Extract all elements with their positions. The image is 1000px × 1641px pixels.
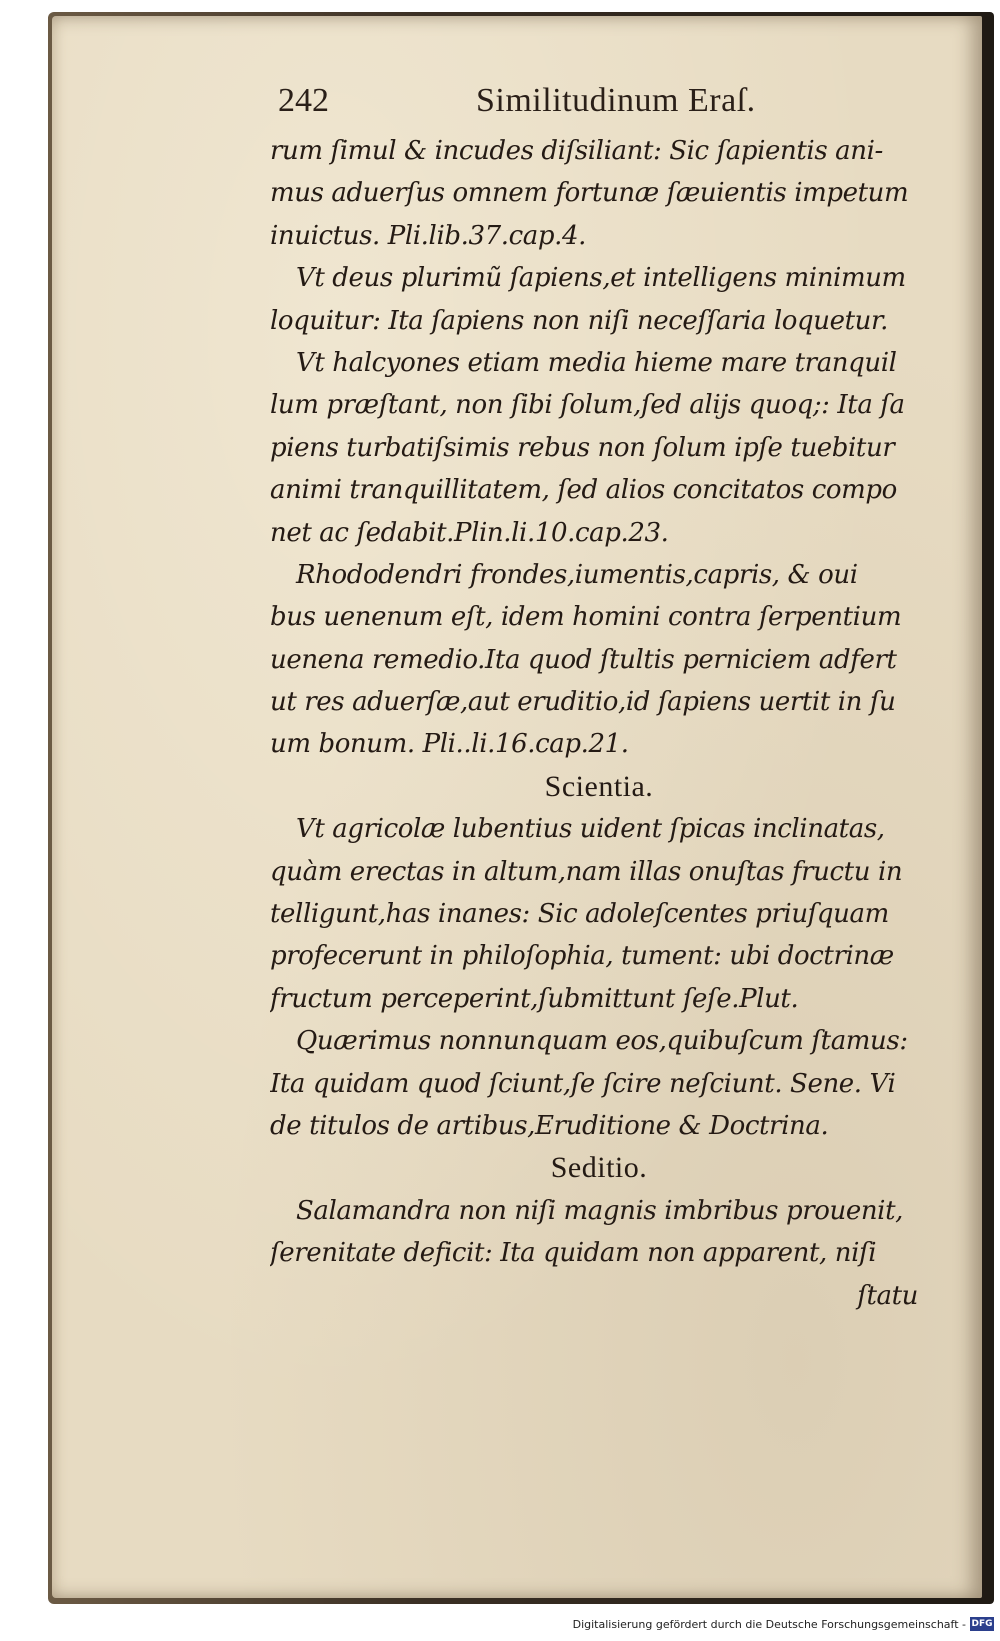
digitization-credit: Digitalisierung gefördert durch die Deutsche Forschungsgemeinschaft - xyxy=(572,1618,966,1631)
text-line: Quærimus nonnunquam eos,quibuſcum ſtamus: xyxy=(296,1026,908,1057)
text-line: bus uenenum eſt, idem homini contra ſerpentium xyxy=(270,602,902,633)
text-line: fructum perceperint,ſubmittunt ſeſe.Plut. xyxy=(270,983,799,1014)
text-line: rum ſimul & incudes diſsiliant: Sic ſapientis ani- xyxy=(270,136,883,166)
text-line: loquitur: Ita ſapiens non niſi neceſſaria loquetur. xyxy=(270,305,889,336)
text-line: piens turbatiſsimis rebus non ſolum ipſe tuebitur xyxy=(270,432,895,463)
text-line: net ac ſedabit.Plin.li.10.cap.23. xyxy=(270,517,669,548)
text-line: Rhododendri frondes,iumentis,capris, & oui xyxy=(296,559,858,590)
running-head: Similitudinum Eraſ. xyxy=(476,82,756,119)
section-heading: Scientia. xyxy=(544,769,654,803)
text-line: um bonum. Pli..li.16.cap.21. xyxy=(270,729,629,760)
page-header xyxy=(278,82,918,126)
text-line: uenena remedio.Ita quod ſtultis perniciem adfert xyxy=(270,644,897,675)
dfg-logo-icon: DFG xyxy=(971,1619,993,1629)
text-line: Vt deus plurimũ ſapiens,et intelligens minimum xyxy=(296,263,906,294)
section-heading: Seditio. xyxy=(550,1151,648,1185)
text-line: profecerunt in philoſophia, tument: ubi doctrinæ xyxy=(270,941,894,972)
text-line: ſtatu xyxy=(857,1280,918,1311)
text-line: animi tranquillitatem, ſed alios concitatos compo xyxy=(270,475,897,506)
body-text xyxy=(270,130,928,1317)
text-line: inuictus. Pli.lib.37.cap.4. xyxy=(270,220,587,251)
text-line: de titulos de artibus,Eruditione & Doctrina. xyxy=(270,1110,829,1141)
text-line: Salamandra non niſi magnis imbribus prouenit, xyxy=(296,1195,903,1226)
text-line: Vt halcyones etiam media hieme mare tranquil xyxy=(296,347,897,378)
text-line: ſerenitate deficit: Ita quidam non apparent, niſi xyxy=(270,1238,877,1269)
text-line: lum præſtant, non ſibi ſolum,ſed alijs quoq;: Ita ſa xyxy=(270,390,905,421)
text-line: mus aduerſus omnem fortunæ ſæuientis impetum xyxy=(270,178,909,209)
text-line: telligunt,has inanes: Sic adoleſcentes priuſquam xyxy=(270,899,889,930)
text-line: Vt agricolæ lubentius uident ſpicas inclinatas, xyxy=(296,814,885,845)
text-line: quàm erectas in altum,nam illas onuſtas fructu in xyxy=(270,856,903,887)
text-line: Ita quidam quod ſciunt,ſe ſcire neſciunt. Sene. Vi xyxy=(270,1068,896,1099)
text-line: ut res aduerſæ,aut eruditio,id ſapiens uertit in ſu xyxy=(270,687,896,718)
footer-bar xyxy=(0,1610,1000,1641)
page-number: 242 xyxy=(278,82,329,119)
